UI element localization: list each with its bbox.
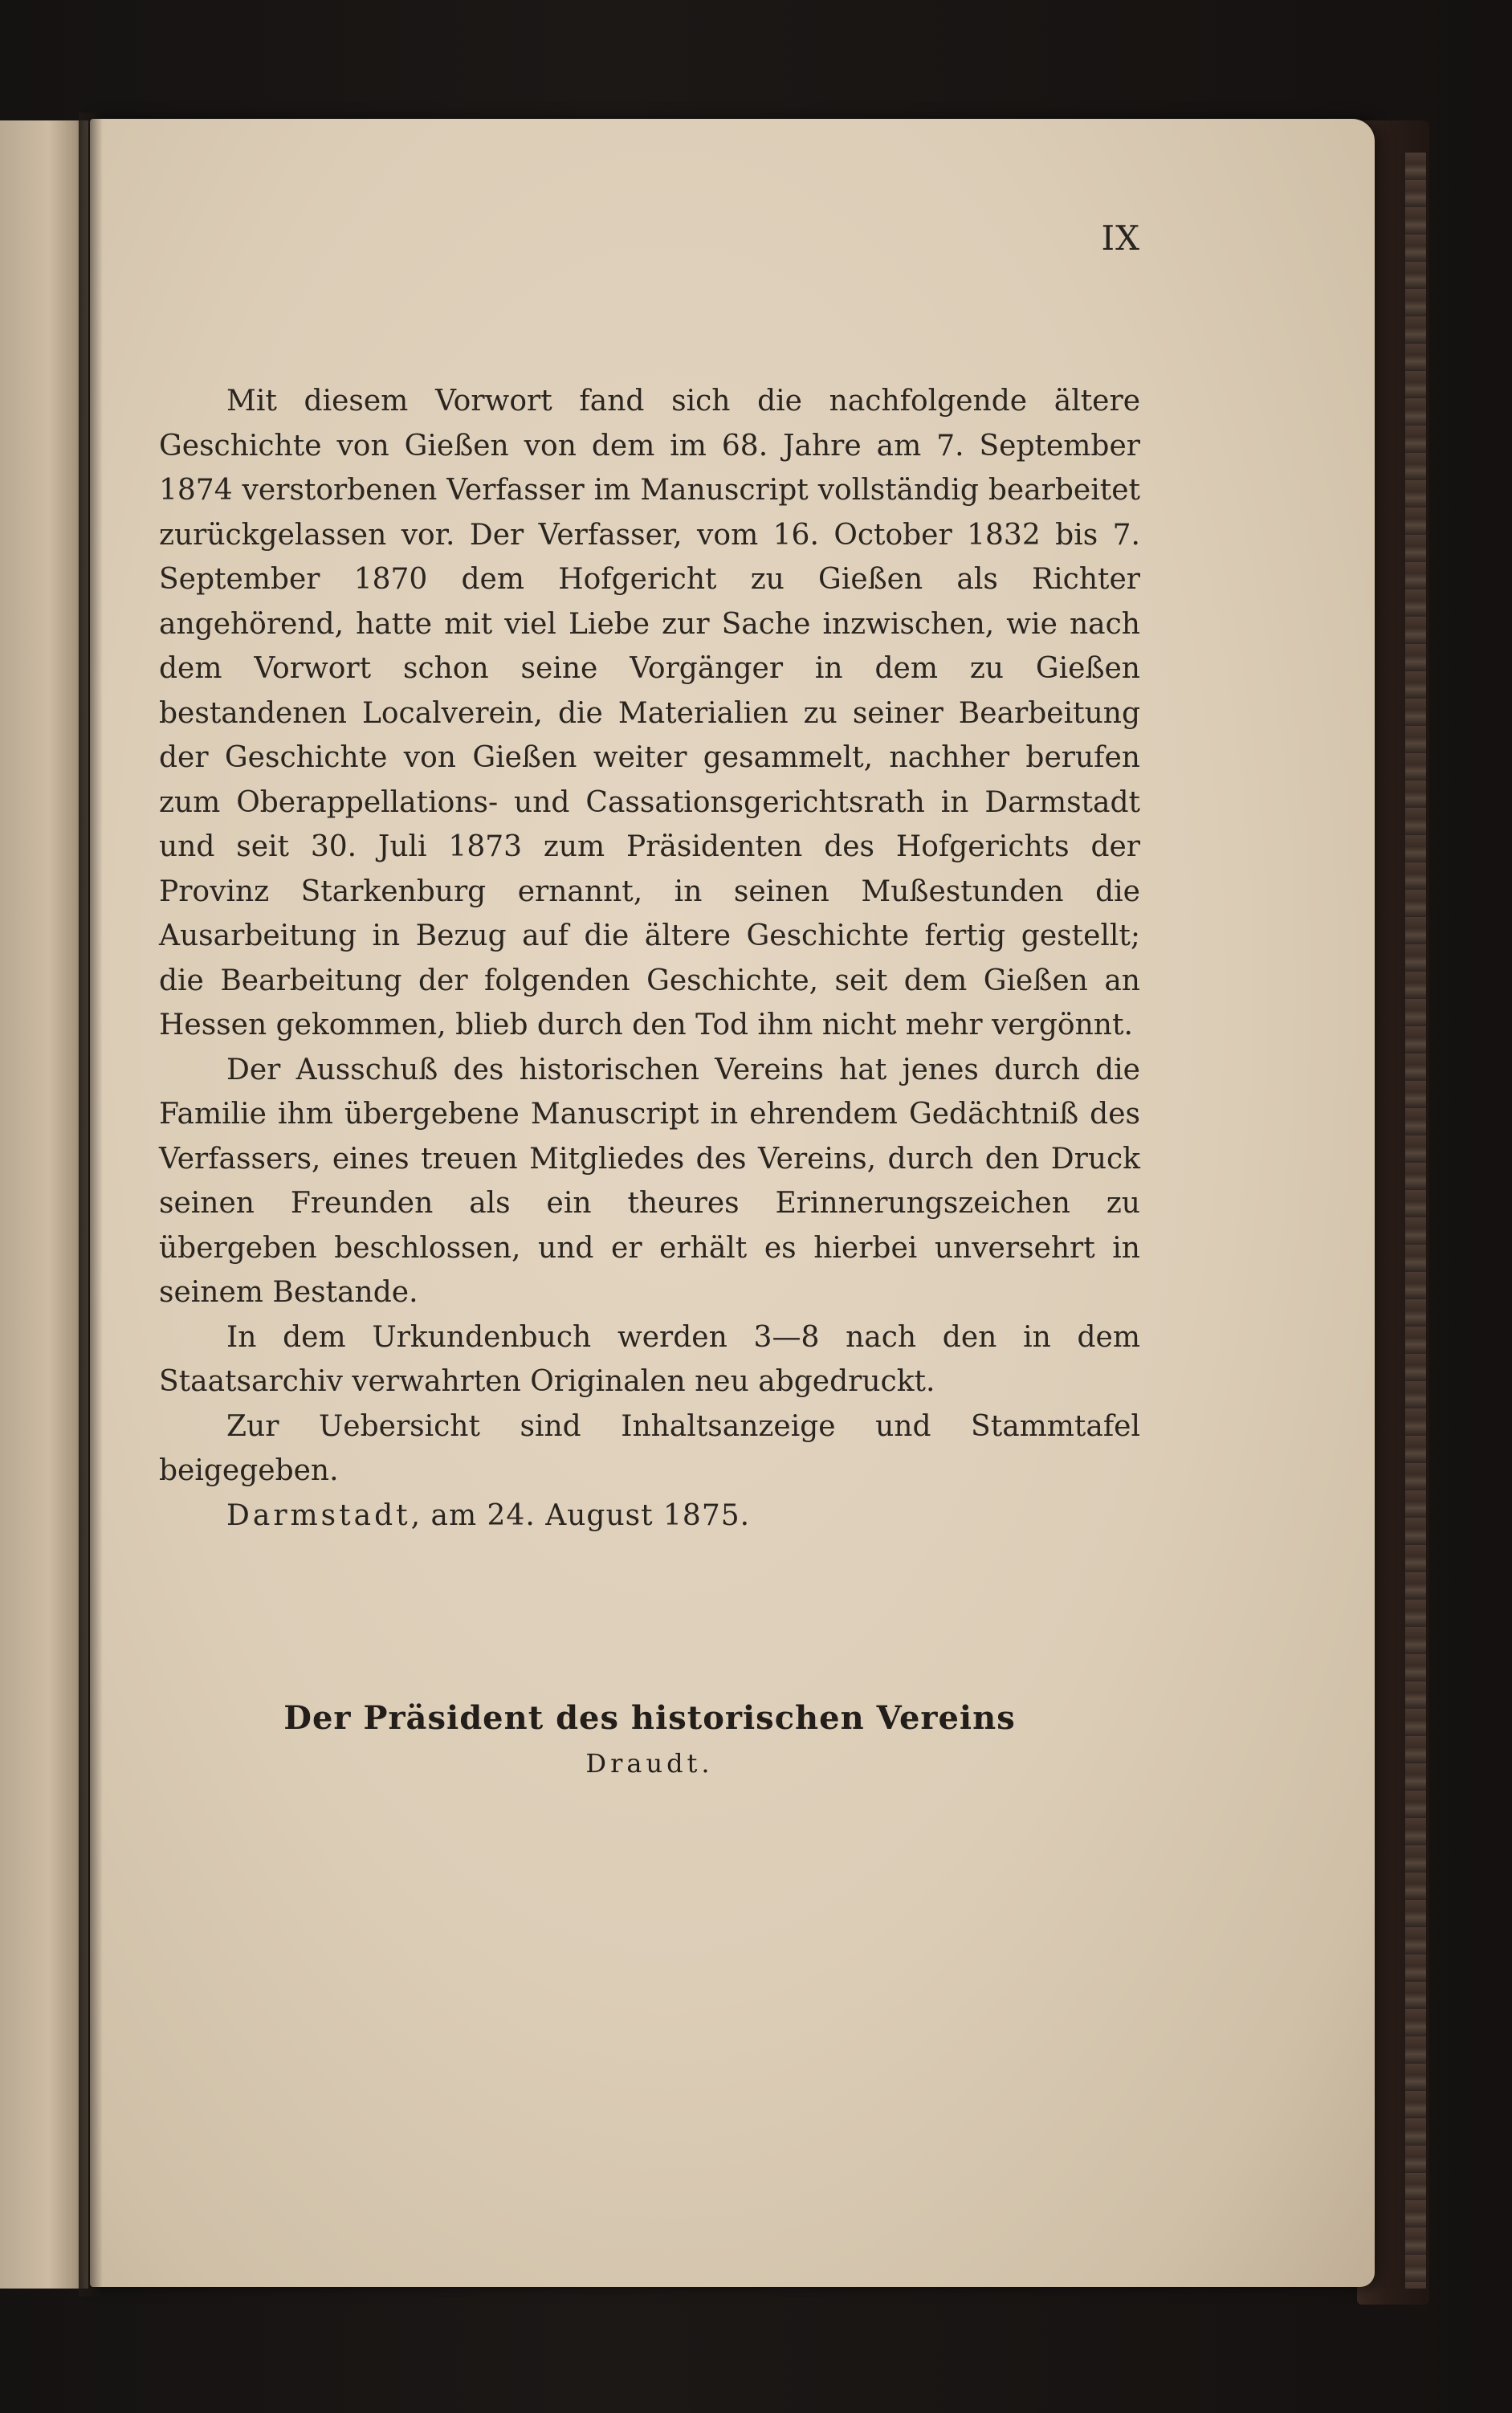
paragraph-3: In dem Urkundenbuch werden 3—8 nach den in dem Staatsarchiv verwahrten Originalen neu abgedruckt. bbox=[159, 1320, 1140, 1398]
signature-title: Der Präsident des historischen Vereins bbox=[283, 1699, 1016, 1737]
dateline-date: , am 24. August 1875. bbox=[410, 1498, 751, 1532]
signature-block bbox=[159, 1699, 1140, 1779]
facing-page-edge bbox=[0, 120, 88, 2289]
signature-name: Draudt. bbox=[585, 1748, 714, 1779]
paragraph-1: Mit diesem Vorwort fand sich die nachfolgende ältere Geschichte von Gießen von dem im 68. Jahre am 7. September 1874 verstorbenen Verfasser im Manuscript vollständig bearbeitet zurückgelassen vor. Der Verfasser, vom 16. October 1832 bis 7. September 1870 dem Hofgericht zu Gießen als Richter angehörend, hatte mit viel Liebe zur Sache inzwischen, wie nach dem Vorwort schon seine Vorgänger in dem zu Gießen bestandenen Localverein, die Materialien zu seiner Bearbeitung der Geschichte von Gießen weiter gesammelt, nachher berufen zum Oberappellations- und Cassationsgerichtsrath in Darmstadt und seit 30. Juli 1873 zum Präsidenten des Hofgerichts der Provinz Starkenburg ernannt, in seinen Mußestunden die Ausarbeitung in Bezug auf die ältere Geschichte fertig gestellt; die Bearbeitung der folgenden Geschichte, seit dem Gießen an Hessen gekommen, blieb durch den Tod ihm nicht mehr vergönnt. bbox=[159, 385, 1140, 1041]
page-number: IX bbox=[1101, 218, 1140, 258]
spine-shadow bbox=[79, 112, 103, 2297]
paragraph-4: Zur Uebersicht sind Inhaltsanzeige und Stammtafel beigegeben. bbox=[159, 1409, 1140, 1487]
dateline bbox=[159, 1494, 1140, 1539]
body-text bbox=[159, 379, 1140, 1538]
paragraph-2: Der Ausschuß des historischen Vereins hat jenes durch die Familie ihm übergebene Manuscript in ehrendem Gedächtniß des Verfassers, eines treuen Mitgliedes des Vereins, durch den Druck seinen Freunden als ein theures Erinnerungszeichen zu übergeben beschlossen, und er erhält es hierbei unversehrt in seinem Bestande. bbox=[159, 1053, 1140, 1309]
dateline-place: Darmstadt bbox=[226, 1498, 411, 1532]
book-cover-edge bbox=[1405, 153, 1426, 2289]
